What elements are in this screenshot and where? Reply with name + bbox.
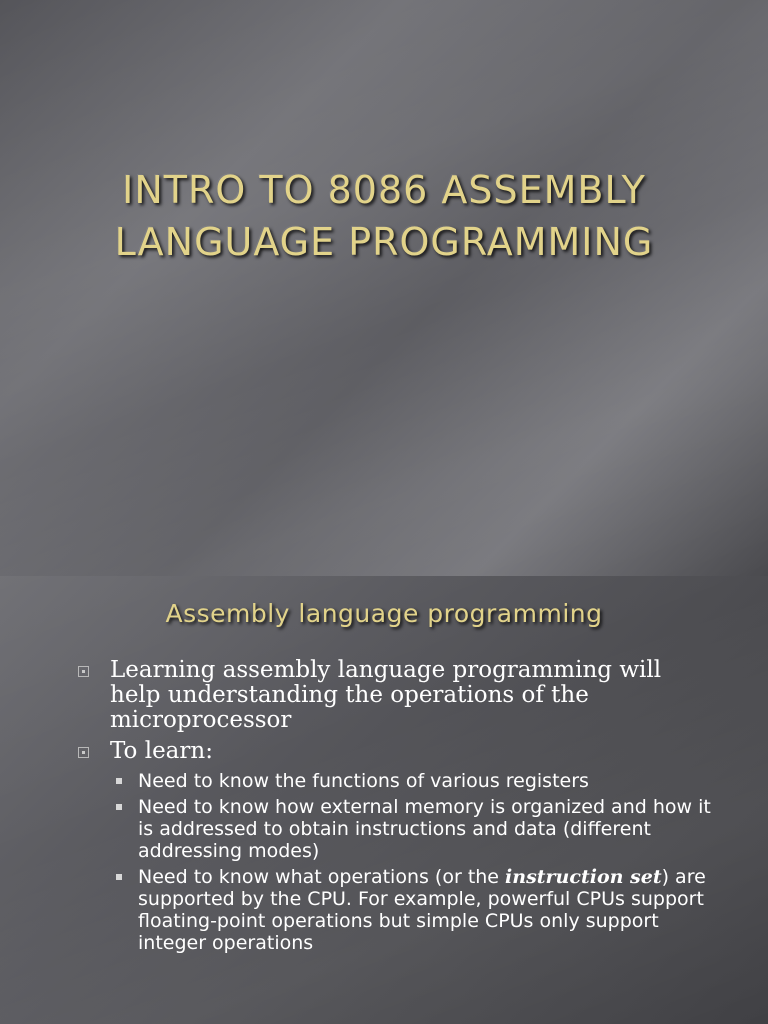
sub-bullet-item [114,770,718,792]
sub-bullet-text: Need to know how external memory is organized and how it is addressed to obtain instructions and data (different addressing modes) [138,796,711,862]
sub-bullet-text-before: Need to know what operations (or the [138,866,506,888]
slide-title [60,164,708,268]
content-slide [0,576,768,1024]
square-bullet-icon [78,666,89,677]
bullet-item [78,658,718,733]
filled-square-bullet-icon [116,874,122,880]
sub-bullet-item [114,866,718,954]
filled-square-bullet-icon [116,804,122,810]
bullet-list [78,658,718,958]
sub-bullet-item [114,796,718,862]
instruction-set-emphasis: instruction set [505,866,662,888]
sub-bullet-text: Need to know the functions of various registers [138,770,589,792]
title-line-2: LANGUAGE PROGRAMMING [114,220,654,264]
square-bullet-icon [78,747,89,758]
bullet-item [78,739,718,764]
filled-square-bullet-icon [116,778,122,784]
content-slide-title: Assembly language programming [165,599,603,628]
bullet-text: To learn: [110,738,213,764]
title-line-1: INTRO TO 8086 ASSEMBLY [122,168,646,212]
sub-bullet-text-after: ) are supported by the CPU. For example, powerful CPUs support floating-point operations but simple CPUs only support integer operations [138,866,706,954]
bullet-text: Learning assembly language programming will help understanding the operations of the microprocessor [110,657,662,733]
